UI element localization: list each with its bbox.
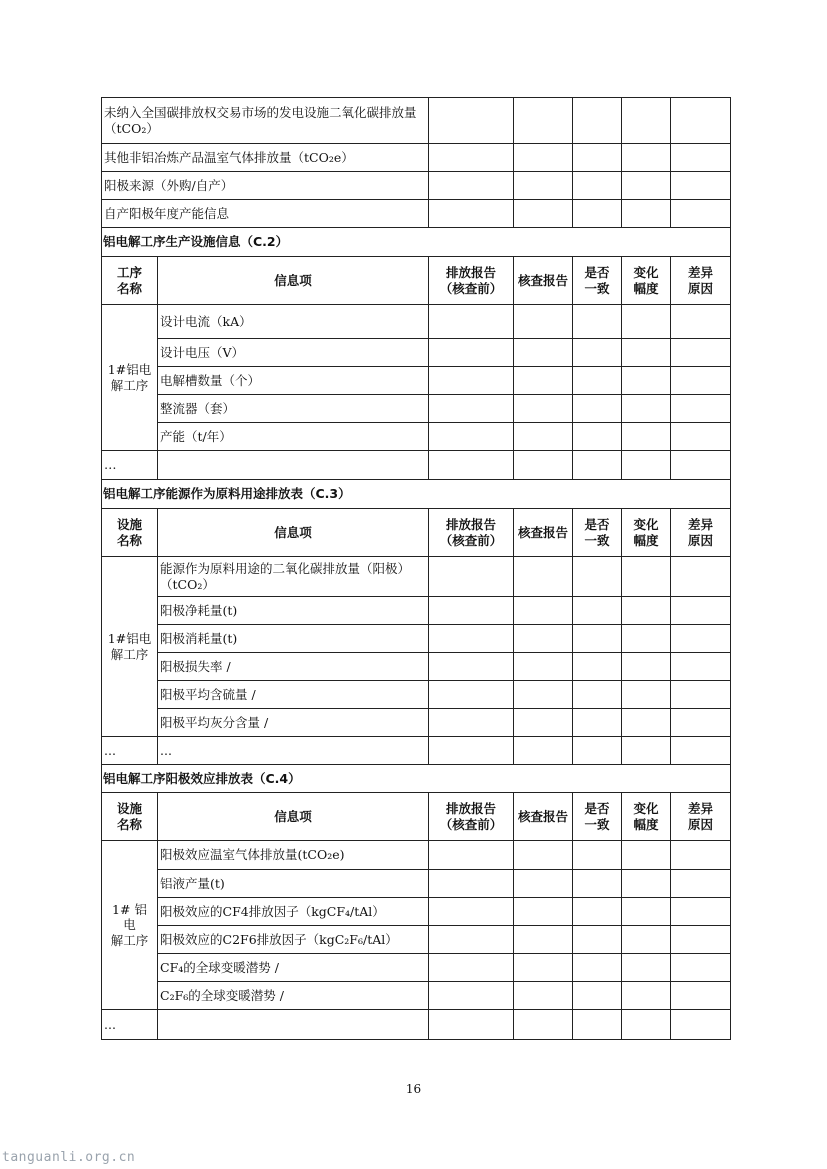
ellipsis-cell: ... <box>102 1010 158 1040</box>
cell-verify[interactable] <box>514 898 573 926</box>
cell-report[interactable] <box>429 451 514 480</box>
table-row <box>102 737 731 765</box>
info-item: 阳极效应的C2F6排放因子（kgC₂F₆/tAl） <box>158 926 429 954</box>
cell-consistent[interactable] <box>573 625 622 653</box>
cell-verify[interactable] <box>514 172 573 200</box>
cell-consistent[interactable] <box>573 982 622 1010</box>
cell-verify[interactable] <box>514 625 573 653</box>
header-emission-report: 排放报告 （核查前） <box>429 509 514 557</box>
cell-report[interactable] <box>429 954 514 982</box>
cell-consistent[interactable] <box>573 305 622 339</box>
table-row <box>102 653 731 681</box>
facility-name: 1#铝电 解工序 <box>102 557 158 737</box>
cell-consistent[interactable] <box>573 709 622 737</box>
table-row <box>102 423 731 451</box>
info-item: 自产阳极年度产能信息 <box>102 200 429 228</box>
cell-report[interactable] <box>429 172 514 200</box>
cell-report[interactable] <box>429 681 514 709</box>
cell-verify[interactable] <box>514 597 573 625</box>
header-row <box>102 509 731 557</box>
cell-verify[interactable] <box>514 339 573 367</box>
cell-reason[interactable] <box>671 681 731 709</box>
cell-verify[interactable] <box>514 1010 573 1040</box>
cell-reason[interactable] <box>671 841 731 870</box>
cell-report[interactable] <box>429 653 514 681</box>
header-info-item: 信息项 <box>158 257 429 305</box>
cell-change[interactable] <box>622 423 671 451</box>
header-verification-report: 核查报告 <box>514 509 573 557</box>
table-row <box>102 1010 731 1040</box>
cell-reason[interactable] <box>671 982 731 1010</box>
cell-consistent[interactable] <box>573 1010 622 1040</box>
cell-change[interactable] <box>622 681 671 709</box>
cell-reason[interactable] <box>671 172 731 200</box>
table-row <box>102 954 731 982</box>
verification-table <box>101 97 731 1040</box>
header-difference-reason: 差异 原因 <box>671 793 731 841</box>
cell-verify[interactable] <box>514 367 573 395</box>
info-item: 阳极效应温室气体排放量(tCO₂e) <box>158 841 429 870</box>
facility-name: 1#铝电 解工序 <box>102 305 158 451</box>
cell-verify[interactable] <box>514 557 573 597</box>
cell-verify[interactable] <box>514 870 573 898</box>
cell-report[interactable] <box>429 1010 514 1040</box>
table-row <box>102 926 731 954</box>
cell-change[interactable] <box>622 709 671 737</box>
cell-change[interactable] <box>622 841 671 870</box>
cell-report[interactable] <box>429 367 514 395</box>
cell-verify[interactable] <box>514 395 573 423</box>
cell-consistent[interactable] <box>573 339 622 367</box>
cell-consistent[interactable] <box>573 200 622 228</box>
table-row <box>102 898 731 926</box>
cell-verify[interactable] <box>514 144 573 172</box>
table-row <box>102 144 731 172</box>
cell-consistent[interactable] <box>573 681 622 709</box>
cell-verify[interactable] <box>514 841 573 870</box>
section-title-row <box>102 765 731 793</box>
cell-change[interactable] <box>622 144 671 172</box>
cell-consistent[interactable] <box>573 172 622 200</box>
info-item: 设计电压（V） <box>158 339 429 367</box>
table-row <box>102 305 731 339</box>
header-row <box>102 793 731 841</box>
cell-report[interactable] <box>429 200 514 228</box>
cell-change[interactable] <box>622 367 671 395</box>
cell-report[interactable] <box>429 870 514 898</box>
cell-verify[interactable] <box>514 305 573 339</box>
info-item: 阳极损失率 / <box>158 653 429 681</box>
cell-consistent[interactable] <box>573 870 622 898</box>
info-item: 阳极效应的CF4排放因子（kgCF₄/tAl） <box>158 898 429 926</box>
ellipsis-cell <box>158 1010 429 1040</box>
table-row <box>102 982 731 1010</box>
cell-reason[interactable] <box>671 597 731 625</box>
header-row <box>102 257 731 305</box>
table-row <box>102 395 731 423</box>
cell-consistent[interactable] <box>573 395 622 423</box>
ellipsis-cell: ... <box>158 737 429 765</box>
cell-change[interactable] <box>622 625 671 653</box>
cell-reason[interactable] <box>671 557 731 597</box>
cell-reason[interactable] <box>671 451 731 480</box>
cell-report[interactable] <box>429 305 514 339</box>
cell-consistent[interactable] <box>573 451 622 480</box>
section-title-c2: 铝电解工序生产设施信息（C.2） <box>102 228 731 257</box>
header-change-range: 变化 幅度 <box>622 509 671 557</box>
header-process-name: 工序 名称 <box>102 257 158 305</box>
ellipsis-cell <box>158 451 429 480</box>
cell-report[interactable] <box>429 982 514 1010</box>
cell-reason[interactable] <box>671 144 731 172</box>
cell-reason[interactable] <box>671 870 731 898</box>
info-item: 能源作为原料用途的二氧化碳排放量（阳极）（tCO₂） <box>158 557 429 597</box>
header-consistent: 是否 一致 <box>573 509 622 557</box>
cell-change[interactable] <box>622 597 671 625</box>
header-difference-reason: 差异 原因 <box>671 509 731 557</box>
cell-change[interactable] <box>622 982 671 1010</box>
cell-reason[interactable] <box>671 954 731 982</box>
cell-verify[interactable] <box>514 982 573 1010</box>
info-item: 产能（t/年） <box>158 423 429 451</box>
cell-reason[interactable] <box>671 305 731 339</box>
info-item: 阳极净耗量(t) <box>158 597 429 625</box>
header-consistent: 是否 一致 <box>573 257 622 305</box>
cell-consistent[interactable] <box>573 653 622 681</box>
cell-verify[interactable] <box>514 926 573 954</box>
table-row <box>102 98 731 144</box>
cell-verify[interactable] <box>514 423 573 451</box>
cell-report[interactable] <box>429 737 514 765</box>
cell-change[interactable] <box>622 954 671 982</box>
header-difference-reason: 差异 原因 <box>671 257 731 305</box>
cell-report[interactable] <box>429 395 514 423</box>
table-row <box>102 367 731 395</box>
table-row <box>102 870 731 898</box>
cell-consistent[interactable] <box>573 926 622 954</box>
table-row <box>102 841 731 870</box>
cell-change[interactable] <box>622 200 671 228</box>
cell-reason[interactable] <box>671 1010 731 1040</box>
cell-reason[interactable] <box>671 625 731 653</box>
header-change-range: 变化 幅度 <box>622 793 671 841</box>
table-row <box>102 172 731 200</box>
info-item: 设计电流（kA） <box>158 305 429 339</box>
table-row <box>102 681 731 709</box>
cell-report[interactable] <box>429 709 514 737</box>
info-item: 阳极平均灰分含量 / <box>158 709 429 737</box>
table-row <box>102 557 731 597</box>
info-item: 其他非铝冶炼产品温室气体排放量（tCO₂e） <box>102 144 429 172</box>
table-row <box>102 625 731 653</box>
cell-consistent[interactable] <box>573 144 622 172</box>
cell-change[interactable] <box>622 395 671 423</box>
cell-report[interactable] <box>429 144 514 172</box>
cell-change[interactable] <box>622 737 671 765</box>
cell-consistent[interactable] <box>573 737 622 765</box>
header-facility-name: 设施 名称 <box>102 509 158 557</box>
ellipsis-cell: … <box>102 451 158 480</box>
cell-report[interactable] <box>429 557 514 597</box>
cell-reason[interactable] <box>671 98 731 144</box>
cell-reason[interactable] <box>671 200 731 228</box>
info-item: CF₄的全球变暖潜势 / <box>158 954 429 982</box>
facility-name: 1# 铝 电 解工序 <box>102 841 158 1010</box>
cell-reason[interactable] <box>671 737 731 765</box>
cell-verify[interactable] <box>514 681 573 709</box>
cell-reason[interactable] <box>671 423 731 451</box>
info-item: C₂F₆的全球变暖潜势 / <box>158 982 429 1010</box>
info-item: 电解槽数量（个） <box>158 367 429 395</box>
ellipsis-cell: ... <box>102 737 158 765</box>
info-item: 阳极消耗量(t) <box>158 625 429 653</box>
header-change-range: 变化 幅度 <box>622 257 671 305</box>
cell-verify[interactable] <box>514 200 573 228</box>
header-emission-report: 排放报告 （核查前） <box>429 793 514 841</box>
section-title-c4: 铝电解工序阳极效应排放表（C.4） <box>102 765 731 793</box>
header-verification-report: 核查报告 <box>514 257 573 305</box>
cell-reason[interactable] <box>671 339 731 367</box>
cell-change[interactable] <box>622 451 671 480</box>
watermark: tanguanli.org.cn <box>2 1150 136 1165</box>
cell-consistent[interactable] <box>573 954 622 982</box>
info-item: 铝液产量(t) <box>158 870 429 898</box>
cell-report[interactable] <box>429 423 514 451</box>
table-row <box>102 339 731 367</box>
info-item: 整流器（套） <box>158 395 429 423</box>
table-row <box>102 200 731 228</box>
cell-consistent[interactable] <box>573 98 622 144</box>
cell-change[interactable] <box>622 339 671 367</box>
table-row <box>102 597 731 625</box>
cell-change[interactable] <box>622 898 671 926</box>
cell-verify[interactable] <box>514 451 573 480</box>
cell-reason[interactable] <box>671 898 731 926</box>
header-facility-name: 设施 名称 <box>102 793 158 841</box>
cell-report[interactable] <box>429 597 514 625</box>
cell-verify[interactable] <box>514 653 573 681</box>
cell-change[interactable] <box>622 98 671 144</box>
header-info-item: 信息项 <box>158 509 429 557</box>
cell-reason[interactable] <box>671 653 731 681</box>
cell-consistent[interactable] <box>573 841 622 870</box>
header-verification-report: 核查报告 <box>514 793 573 841</box>
cell-verify[interactable] <box>514 954 573 982</box>
cell-consistent[interactable] <box>573 423 622 451</box>
cell-consistent[interactable] <box>573 557 622 597</box>
cell-reason[interactable] <box>671 395 731 423</box>
table-row <box>102 451 731 480</box>
cell-change[interactable] <box>622 1010 671 1040</box>
cell-verify[interactable] <box>514 709 573 737</box>
cell-verify[interactable] <box>514 98 573 144</box>
cell-change[interactable] <box>622 653 671 681</box>
cell-verify[interactable] <box>514 737 573 765</box>
cell-report[interactable] <box>429 98 514 144</box>
cell-report[interactable] <box>429 841 514 870</box>
cell-consistent[interactable] <box>573 898 622 926</box>
section-title-row <box>102 228 731 257</box>
cell-consistent[interactable] <box>573 367 622 395</box>
info-item: 未纳入全国碳排放权交易市场的发电设施二氧化碳排放量（tCO₂） <box>102 98 429 144</box>
section-title-c3: 铝电解工序能源作为原料用途排放表（C.3） <box>102 480 731 509</box>
cell-report[interactable] <box>429 926 514 954</box>
header-info-item: 信息项 <box>158 793 429 841</box>
cell-change[interactable] <box>622 557 671 597</box>
cell-consistent[interactable] <box>573 597 622 625</box>
cell-report[interactable] <box>429 339 514 367</box>
cell-reason[interactable] <box>671 926 731 954</box>
cell-reason[interactable] <box>671 367 731 395</box>
cell-report[interactable] <box>429 898 514 926</box>
table-row <box>102 709 731 737</box>
info-item: 阳极来源（外购/自产） <box>102 172 429 200</box>
cell-change[interactable] <box>622 926 671 954</box>
cell-change[interactable] <box>622 870 671 898</box>
section-title-row <box>102 480 731 509</box>
info-item: 阳极平均含硫量 / <box>158 681 429 709</box>
cell-change[interactable] <box>622 305 671 339</box>
cell-report[interactable] <box>429 625 514 653</box>
header-consistent: 是否 一致 <box>573 793 622 841</box>
cell-reason[interactable] <box>671 709 731 737</box>
page-number: 16 <box>405 1082 422 1096</box>
cell-change[interactable] <box>622 172 671 200</box>
header-emission-report: 排放报告 （核查前） <box>429 257 514 305</box>
